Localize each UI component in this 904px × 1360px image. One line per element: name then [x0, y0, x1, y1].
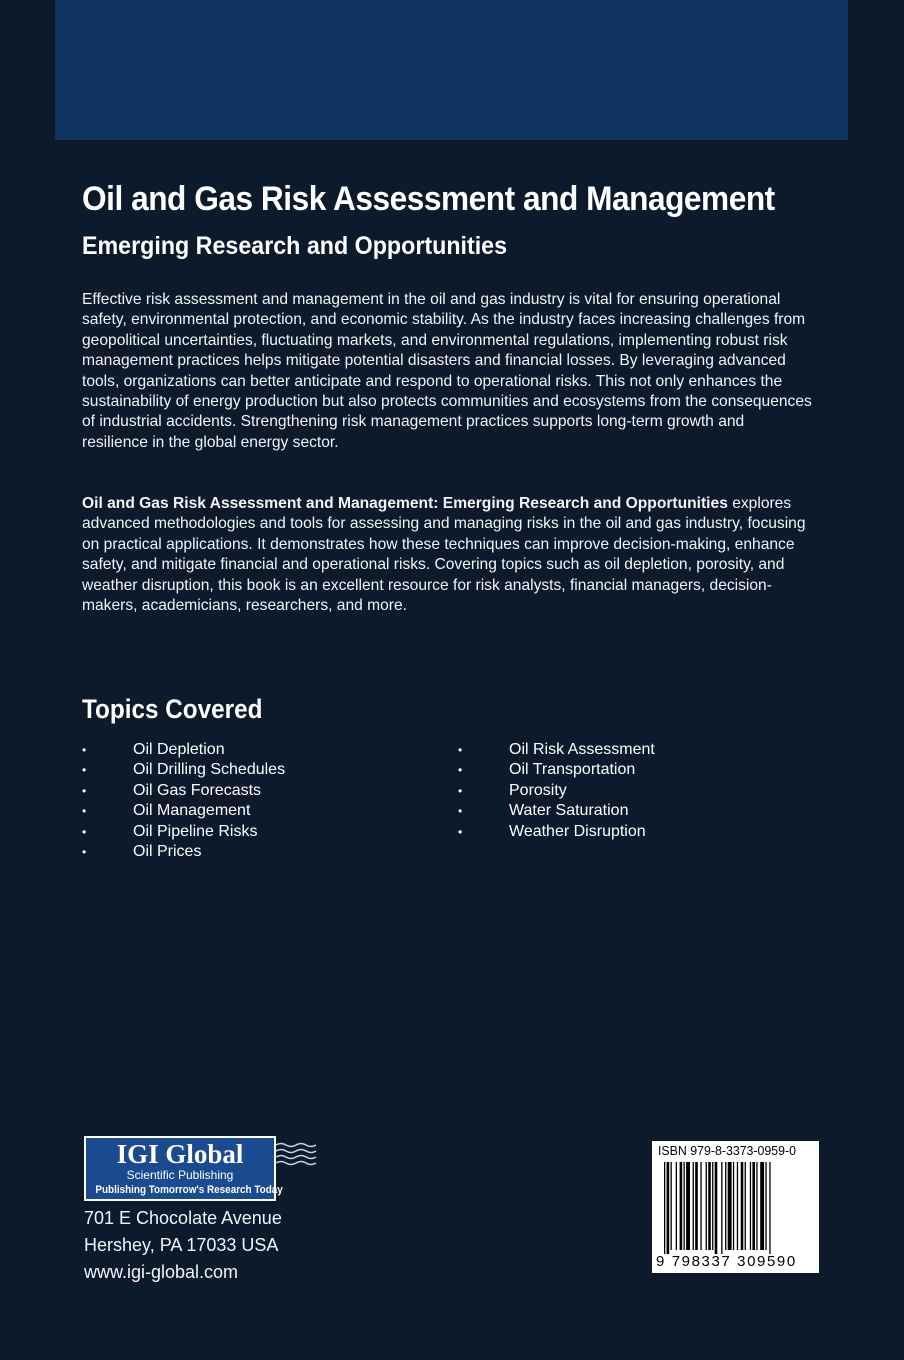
bullet-icon: • [458, 783, 463, 798]
barcode-bar [676, 1162, 677, 1250]
logo-name: IGI Global [116, 1139, 244, 1169]
topic-label: Oil Drilling Schedules [133, 761, 286, 779]
list-item [458, 801, 655, 821]
publisher-website[interactable]: www.igi-global.com [84, 1262, 239, 1282]
barcode-bar [708, 1162, 711, 1250]
list-item [458, 822, 655, 842]
barcode-bar [752, 1162, 755, 1250]
bullet-icon: • [458, 824, 463, 839]
list-item [82, 760, 285, 780]
barcode-bar [700, 1162, 701, 1250]
top-color-band [55, 0, 848, 140]
list-item [458, 781, 655, 801]
barcode-digits: 9 798337 309590 [656, 1253, 797, 1270]
barcode-bar [760, 1162, 764, 1250]
description-paragraph-2 [82, 494, 812, 616]
bullet-icon: • [82, 743, 87, 757]
barcode-bar [686, 1162, 690, 1250]
list-item [82, 801, 285, 821]
list-item [82, 740, 285, 760]
barcode-bar [664, 1162, 665, 1254]
barcode-box [652, 1141, 819, 1273]
topic-label: Oil Risk Assessment [509, 741, 655, 758]
list-item [458, 760, 655, 780]
topic-label: Weather Disruption [509, 822, 646, 840]
list-item [82, 822, 285, 842]
bullet-icon: • [82, 824, 87, 839]
topic-label: Oil Depletion [133, 741, 225, 758]
barcode-bar [693, 1162, 694, 1250]
publisher-address [84, 1205, 282, 1286]
bullet-icon: • [82, 845, 87, 860]
barcode-bar [667, 1162, 670, 1254]
bullet-icon: • [458, 804, 463, 819]
barcode-bar [706, 1162, 707, 1250]
topics-list-left [82, 740, 285, 862]
barcode-bar [769, 1162, 770, 1254]
logo-slogan: Publishing Tomorrow's Research Today [95, 1184, 283, 1196]
barcode-icon [652, 1160, 819, 1256]
isbn-label: ISBN 979-8-3373-0959-0 [658, 1143, 797, 1158]
barcode-bar [737, 1162, 738, 1250]
list-item [458, 740, 655, 760]
bullet-icon: • [82, 783, 87, 798]
bullet-icon: • [82, 763, 87, 778]
topic-label: Oil Transportation [509, 761, 636, 779]
barcode-bar [745, 1162, 746, 1250]
barcode-bar [765, 1162, 766, 1250]
address-line-2: Hershey, PA 17033 USA [84, 1235, 279, 1255]
barcode-bar [684, 1162, 685, 1250]
topics-heading: Topics Covered [82, 694, 263, 724]
topic-label: Oil Gas Forecasts [133, 781, 262, 799]
publisher-logo [84, 1136, 283, 1201]
barcode-bar [733, 1162, 734, 1250]
topics-list-right [458, 740, 655, 842]
description-book-title: Oil and Gas Risk Assessment and Management: Emerging Research and Opportunities [82, 495, 728, 512]
topic-label: Oil Prices [133, 843, 202, 861]
topic-label: Oil Management [133, 802, 251, 820]
barcode-bar [721, 1162, 722, 1254]
topic-label: Water Saturation [509, 802, 629, 820]
logo-tagline: Scientific Publishing [126, 1168, 234, 1182]
description-paragraph-1: Effective risk assessment and management in the oil and gas industry is vital for ensuring operational safety, environmental protection, and economic stability. As the industry faces increasing challenges from geopolitical uncertainties, fluctuating markets, and environmental regulations, implementing robust risk management practices helps mitigate potential disasters and financial losses. By leveraging advanced tools, organizations can better anticipate and respond to operational risks. This not only enhances the sustainability of energy production but also protects communities and ecosystems from the consequences of industrial accidents. Strengthening risk management practices supports long-term growth and resilience in the global energy sector. [82, 291, 812, 451]
topic-label: Porosity [509, 781, 567, 799]
bullet-icon: • [458, 763, 463, 778]
barcode-bar [695, 1162, 698, 1250]
barcode-bar [725, 1162, 726, 1250]
list-item [82, 842, 285, 862]
address-line-1: 701 E Chocolate Avenue [84, 1208, 282, 1228]
barcode-bar [671, 1162, 672, 1250]
topic-label: Oil Pipeline Risks [133, 822, 258, 840]
description-body: explores advanced methodologies and tools for assessing and managing risks in the oil and gas industry, focusing on practical applications. It demonstrates how these techniques can improve decision-making, enhance safety, and mitigate financial and operational risks. Covering topics such as oil depletion, porosity, and weather disruption, this book is an excellent resource for risk analysts, financial managers, decision-makers, academicians, researchers, and more. [82, 495, 806, 615]
barcode-bar [750, 1162, 751, 1250]
book-title: Oil and Gas Risk Assessment and Management [82, 180, 775, 218]
barcode-bar [741, 1162, 744, 1250]
barcode-bar [680, 1162, 683, 1250]
wave-lines-icon [276, 1142, 320, 1168]
list-item [82, 781, 285, 801]
barcode-bar [712, 1162, 713, 1250]
bullet-icon: • [458, 743, 463, 757]
barcode-bar [715, 1162, 718, 1254]
barcode-bar [756, 1162, 757, 1250]
book-subtitle: Emerging Research and Opportunities [82, 232, 508, 260]
barcode-bar [728, 1162, 732, 1250]
bullet-icon: • [82, 804, 87, 819]
